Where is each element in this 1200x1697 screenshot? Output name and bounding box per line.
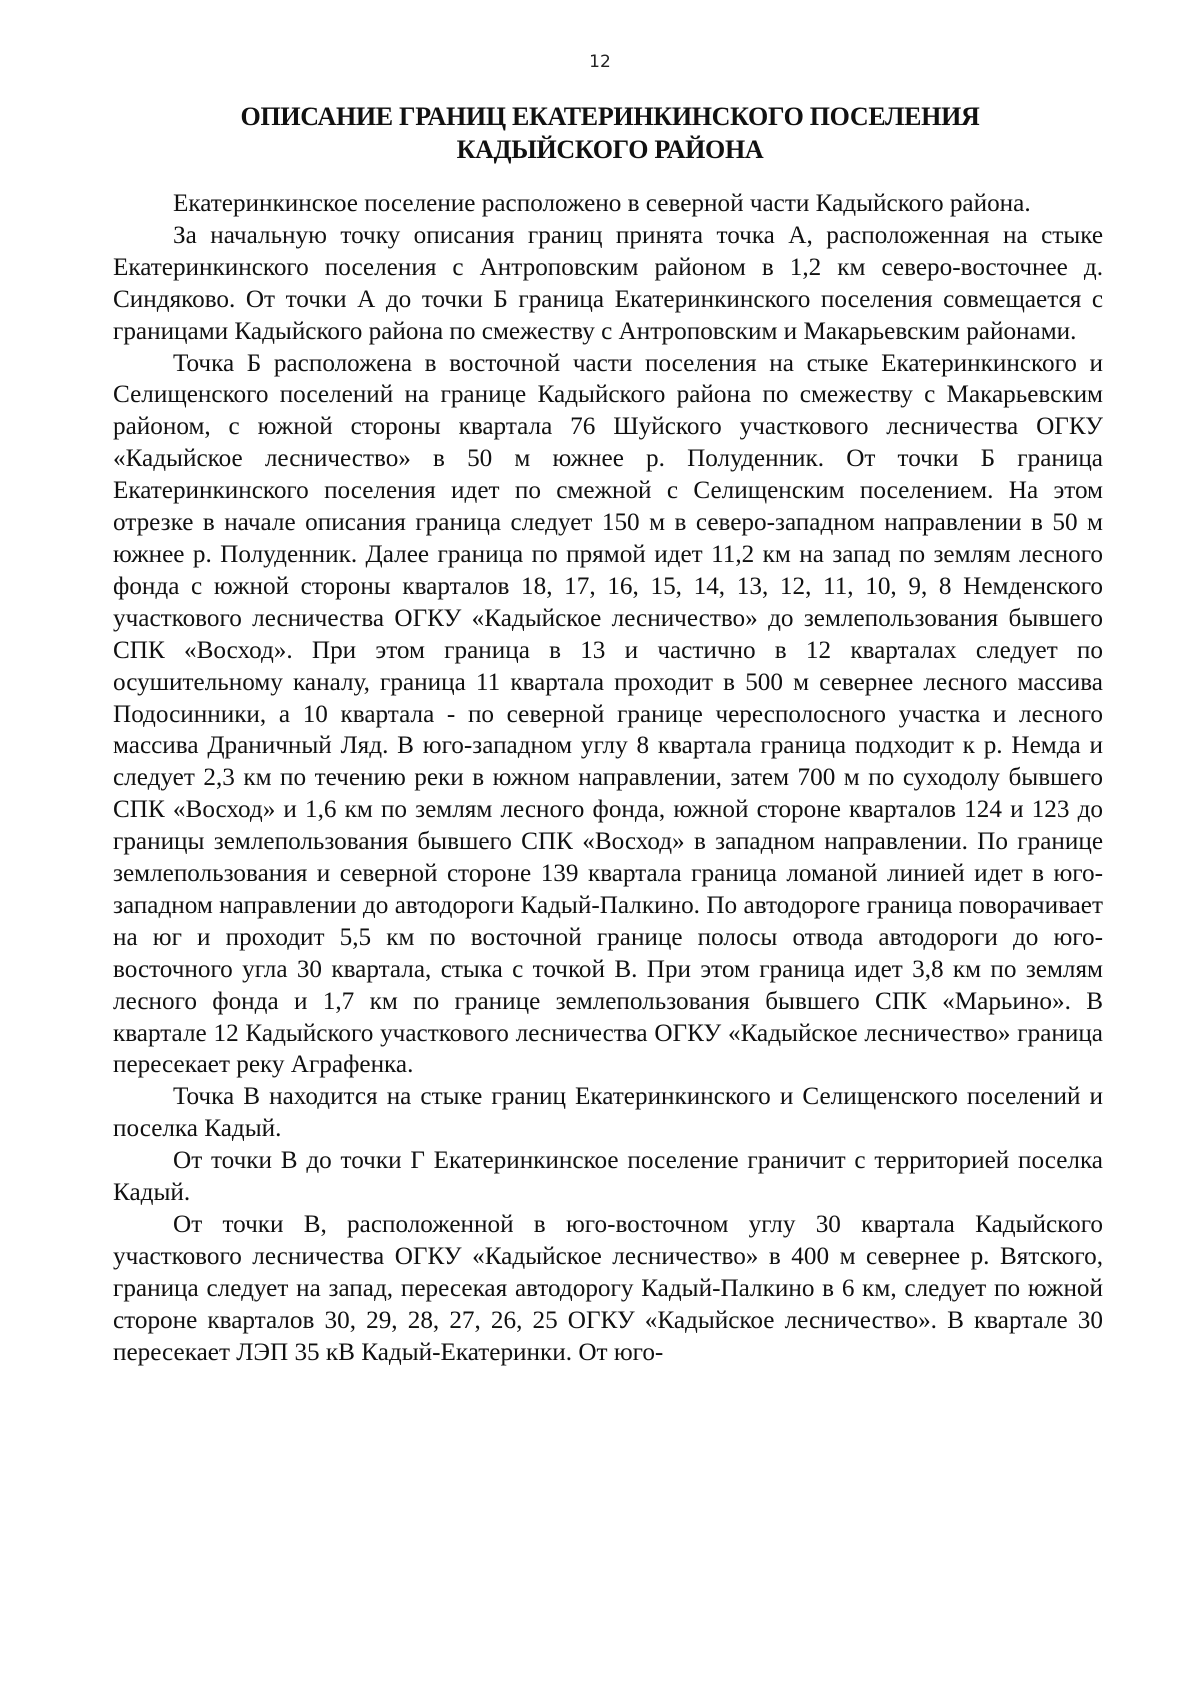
paragraph-4: Точка В находится на стыке границ Екатеринкинского и Селищенского поселений и поселка Кадый. [113,1083,1103,1143]
paragraph-3: Точка Б расположена в восточной части поселения на стыке Екатеринкинского и Селищенского поселений на границе Кадыйского района по смежеству с Макарьевским районом, с южной стороны квартала 76 Шуйского участкового лесничества ОГКУ «Кадыйское лесничество» в 50 м южнее р. Полуденник. От точки Б граница Екатеринкинского поселения идет по смежной с Селищенским поселением. На этом отрезке в начале описания граница следует 150 м в северо-западном направлении в 50 м южнее р. Полуденник. Далее граница по прямой идет 11,2 км на запад по землям лесного фонда с южной стороны кварталов 18, 17, 16, 15, 14, 13, 12, 11, 10, 9, 8 Немденского участкового лесничества ОГКУ «Кадыйское лесничество» до землепользования бывшего СПК «Восход». При этом граница в 13 и частично в 12 кварталах следует по осушительному каналу, граница 11 квартала проходит в 500 м севернее лесного массива Подосинники, а 10 квартала - по северной границе чересполосного участка и лесного массива Драничный Ляд. В юго-западном углу 8 квартала граница подходит к р. Немда и следует 2,3 км по течению реки в южном направлении, затем 700 м по суходолу бывшего СПК «Восход» и 1,6 км по землям лесного фонда, южной стороне кварталов 124 и 123 до границы землепользования бывшего СПК «Восход» в западном направлении. По границе землепользования и северной стороне 139 квартала граница ломаной линией идет в юго-западном направлении до автодороги Кадый-Палкино. По автодороге граница поворачивает на юг и проходит 5,5 км по восточной границе полосы отвода автодороги до юго-восточного угла 30 квартала, стыка с точкой В. При этом граница идет 3,8 км по землям лесного фонда и 1,7 км по границе землепользования бывшего СПК «Марьино». В квартале 12 Кадыйского участкового лесничества ОГКУ «Кадыйское лесничество» граница пересекает реку Аграфенка. [113,349,1103,1079]
paragraph-5: От точки В до точки Г Екатеринкинское поселение граничит с территорией поселка Кадый. [113,1147,1103,1207]
title-line-2: КАДЫЙСКОГО РАЙОНА [456,135,764,164]
paragraph-2: За начальную точку описания границ принята точка А, расположенная на стыке Екатеринкинского поселения с Антроповским районом в 1,2 км северо-восточнее д. Синдяково. От точки А до точки Б граница Екатеринкинского поселения совмещается с границами Кадыйского района по смежеству с Антроповским и Макарьевским районами. [113,221,1103,345]
paragraph-6: От точки В, расположенной в юго-восточном углу 30 квартала Кадыйского участкового лесничества ОГКУ «Кадыйское лесничество» в 400 м севернее р. Вятского, граница следует на запад, пересекая автодорогу Кадый-Палкино в 6 км, следует по южной стороне кварталов 30, 29, 28, 27, 26, 25 ОГКУ «Кадыйское лесничество». В квартале 30 пересекает ЛЭП 35 кВ Кадый-Екатеринки. От юго- [113,1211,1103,1366]
page-title [150,100,1070,166]
title-line-1: ОПИСАНИЕ ГРАНИЦ ЕКАТЕРИНКИНСКОГО ПОСЕЛЕНИЯ [240,102,980,131]
paragraph-1: Екатеринкинское поселение расположено в северной части Кадыйского района. [173,190,1031,217]
document-body [113,188,1103,1369]
page-number: 12 [589,52,611,72]
